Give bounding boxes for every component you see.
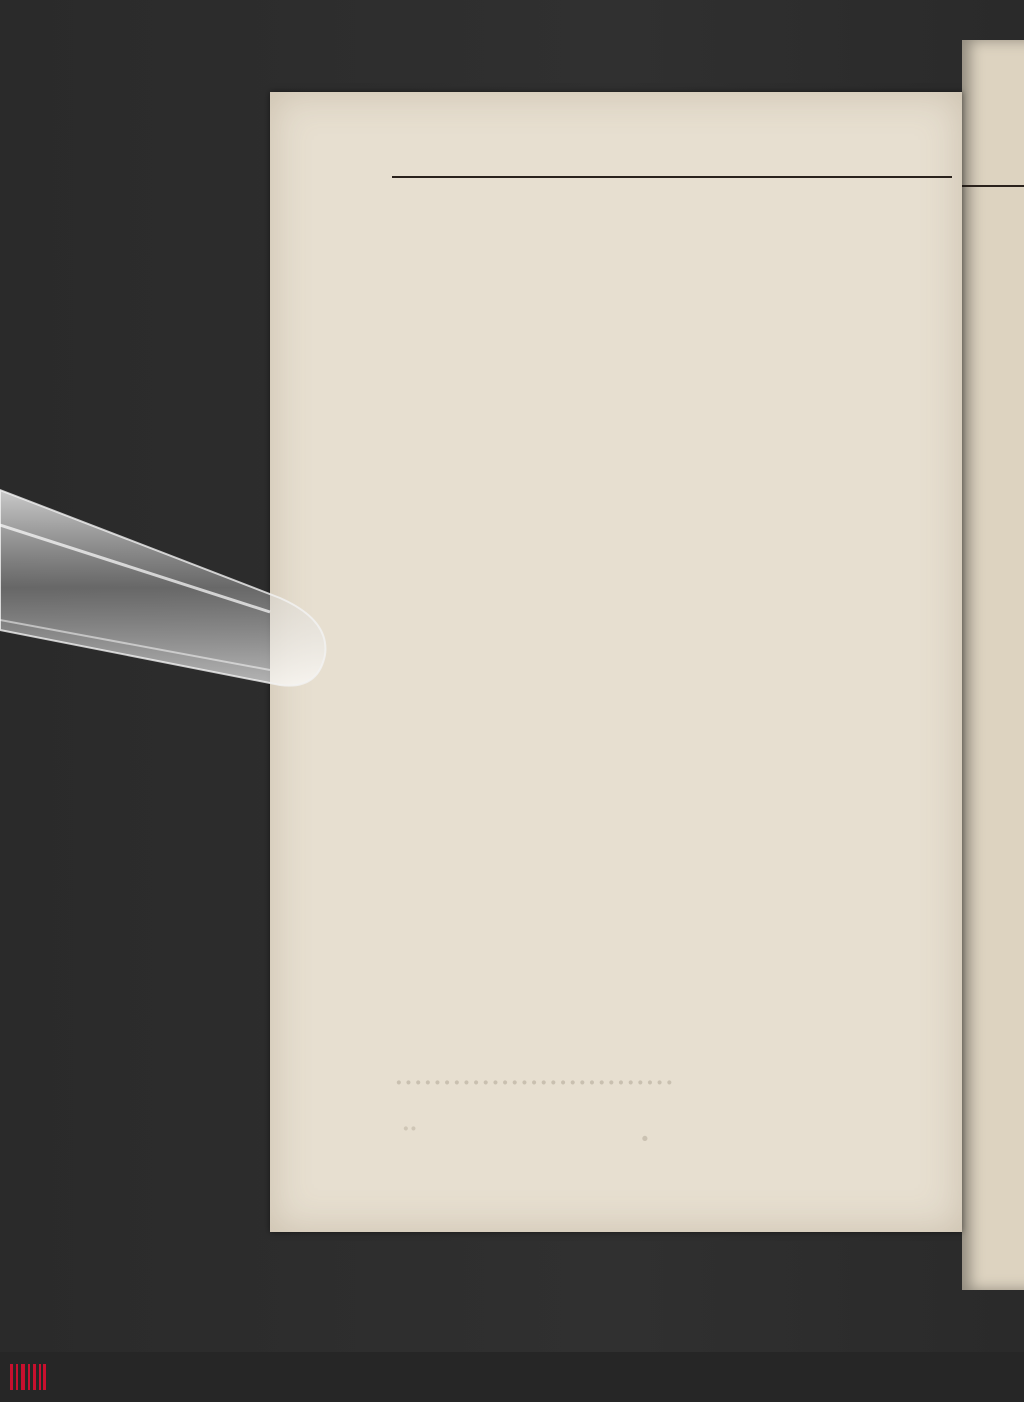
show-through-text: ····························· [395, 1070, 676, 1096]
hab-barcode-logo [8, 1360, 48, 1394]
footer-bar [0, 1352, 1024, 1402]
show-through-text: · [640, 1122, 650, 1155]
right-page [962, 40, 1024, 1290]
document-page [270, 92, 962, 1232]
show-through-text: ·· [402, 1116, 418, 1142]
glass-rod-image [0, 470, 340, 700]
header-rule [392, 176, 952, 178]
right-page-header-rule [962, 185, 1024, 187]
